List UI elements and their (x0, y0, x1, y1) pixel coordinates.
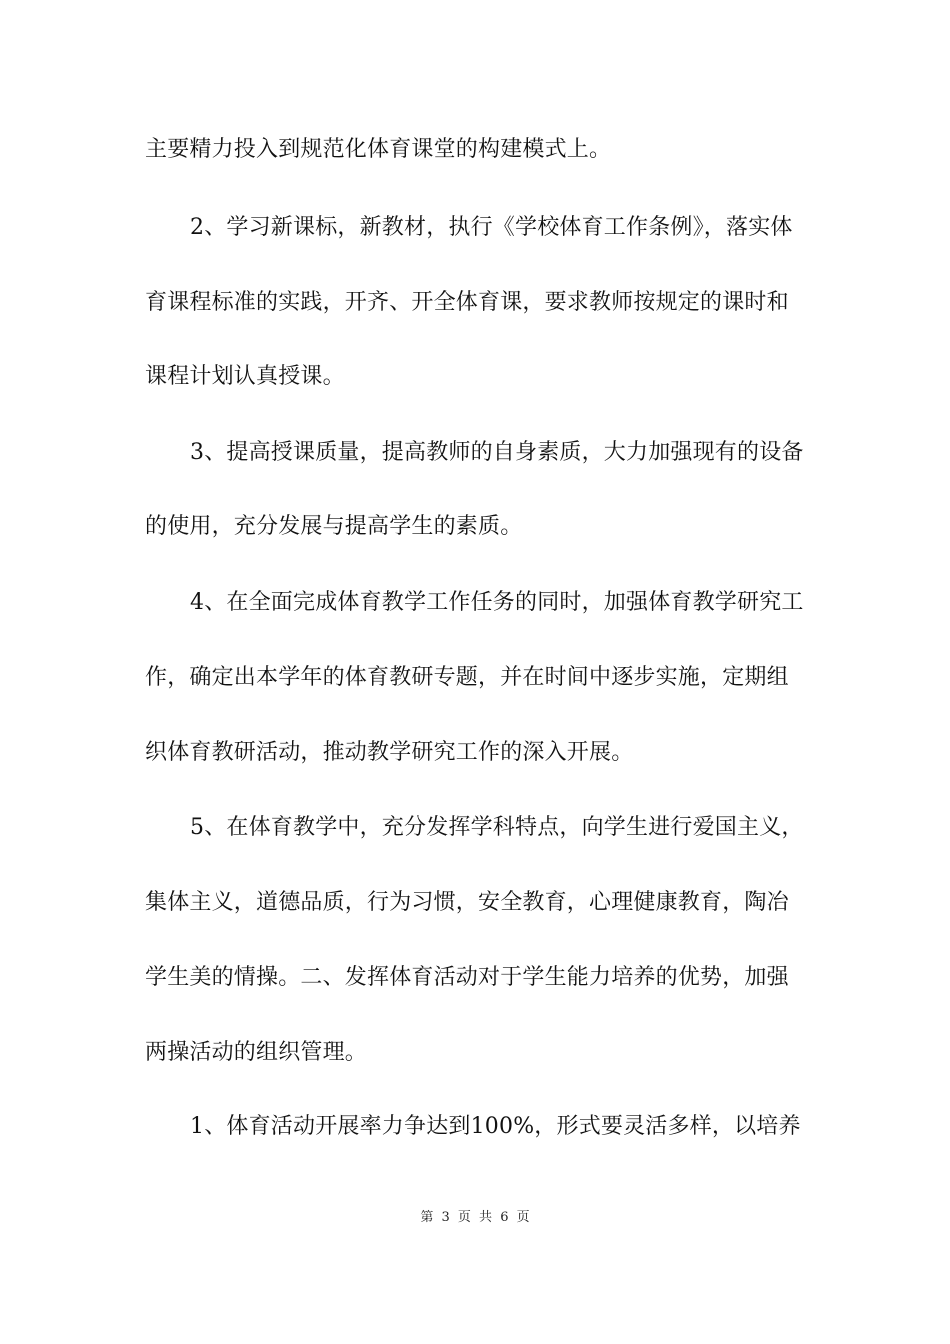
paragraph-line: 两操活动的组织管理。 (145, 1040, 368, 1065)
paragraph-line: 主要精力投入到规范化体育课堂的构建模式上。 (145, 137, 612, 162)
paragraph-line: 3、提高授课质量，提高教师的自身素质，大力加强现有的设备 (190, 440, 804, 465)
paragraph-line: 学生美的情操。二、发挥体育活动对于学生能力培养的优势，加强 (145, 965, 789, 990)
paragraph-line: 集体主义，道德品质，行为习惯，安全教育，心理健康教育，陶冶 (145, 890, 789, 915)
paragraph-line: 课程计划认真授课。 (145, 364, 345, 389)
paragraph-line: 5、在体育教学中，充分发挥学科特点，向学生进行爱国主义， (190, 815, 804, 840)
paragraph-line: 2、学习新课标，新教材，执行《学校体育工作条例》，落实体 (190, 215, 793, 240)
paragraph-line: 织体育教研活动，推动教学研究工作的深入开展。 (145, 740, 634, 765)
paragraph-line: 作，确定出本学年的体育教研专题，并在时间中逐步实施，定期组 (145, 665, 789, 690)
paragraph-line: 育课程标准的实践，开齐、开全体育课，要求教师按规定的课时和 (145, 290, 789, 315)
paragraph-line: 的使用，充分发展与提高学生的素质。 (145, 514, 523, 539)
page-number-footer: 第 3 页 共 6 页 (420, 1210, 530, 1225)
paragraph-line: 4、在全面完成体育教学工作任务的同时，加强体育教学研究工 (190, 590, 804, 615)
paragraph-line: 1、体育活动开展率力争达到100%，形式要灵活多样，以培养 (190, 1114, 801, 1139)
